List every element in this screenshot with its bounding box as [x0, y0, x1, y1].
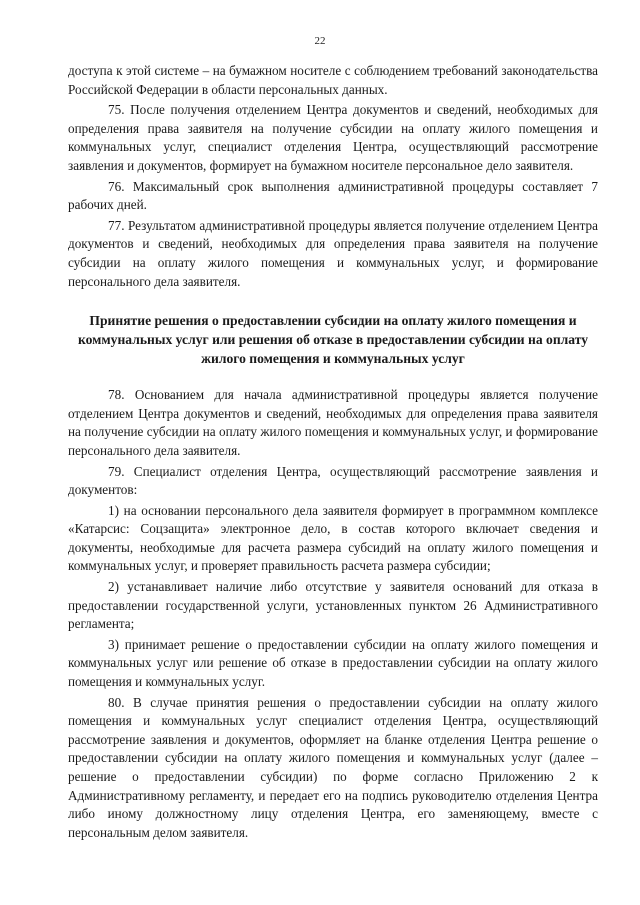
paragraph-79-item-3: 3) принимает решение о предоставлении субсидии на оплату жилого помещения и коммунальных услуг или решение об отказе в предоставлении субсидии на оплату жилого помещения и коммунальных услуг. — [68, 636, 598, 690]
paragraph-intro: доступа к этой системе – на бумажном носителе с соблюдением требований законодательства Российской Федерации в области персональных данных. — [68, 63, 598, 97]
document-body — [68, 62, 598, 844]
paragraph-79-item-2: 2) устанавливает наличие либо отсутствие у заявителя оснований для отказа в предоставлении государственной услуги, установленных пунктом 26 Административного регламента; — [68, 579, 598, 632]
section-heading: Принятие решения о предоставлении субсидии на оплату жилого помещения и коммунальных услуг или решения об отказе в предоставлении субсидии на оплату жилого помещения и коммунальных услуг — [77, 313, 589, 367]
paragraph-79: 79. Специалист отделения Центра, осуществляющий рассмотрение заявления и документов: — [68, 463, 598, 498]
paragraph-80: 80. В случае принятия решения о предоставлении субсидии на оплату жилого помещения и коммунальных услуг специалист отделения Центра, осуществляющий рассмотрение заявления и документов, оформляет на бланке отделения Центра решение о предоставлении субсидии на оплату жилого помещения и коммунальных услуг (далее – решение о предоставлении субсидии) по форме согласно Приложению 2 к Административному регламенту, и передает его на подпись руководителю отделения Центра либо иному должностному лицу отделения Центра, его заменяющему, вместе с персональным делом заявителя. — [68, 694, 598, 840]
page-number: 22 — [314, 35, 326, 47]
paragraph-79-item-1: 1) на основании персонального дела заявителя формирует в программном комплексе «Катарсис: Соцзащита» электронное дело, в состав которого включает сведения и документы, необходимые для расчета размера субсидий на оплату жилого помещения и коммунальных услуг, и проверяет правильность расчета размера субсидии; — [68, 502, 598, 574]
paragraph-75: 75. После получения отделением Центра документов и сведений, необходимых для определения права заявителя на получение субсидии на оплату жилого помещения и коммунальных услуг, специалист отделения Центра, осуществляющий рассмотрение заявления и документов, формирует на бумажном носителе персональное дело заявителя. — [68, 102, 598, 173]
paragraph-76: 76. Максимальный срок выполнения административной процедуры составляет 7 рабочих дней. — [68, 178, 598, 213]
paragraph-78: 78. Основанием для начала административной процедуры является получение отделением Центра документов и сведений, необходимых для определения права заявителя на получение субсидии на оплату жилого помещения и коммунальных услуг, и формирование персонального дела заявителя. — [68, 387, 598, 458]
paragraph-77: 77. Результатом административной процедуры является получение отделением Центра документов и сведений, необходимых для определения права заявителя на получение субсидии на оплату жилого помещения и коммунальных услуг, и формирование персонального дела заявителя. — [68, 217, 598, 289]
